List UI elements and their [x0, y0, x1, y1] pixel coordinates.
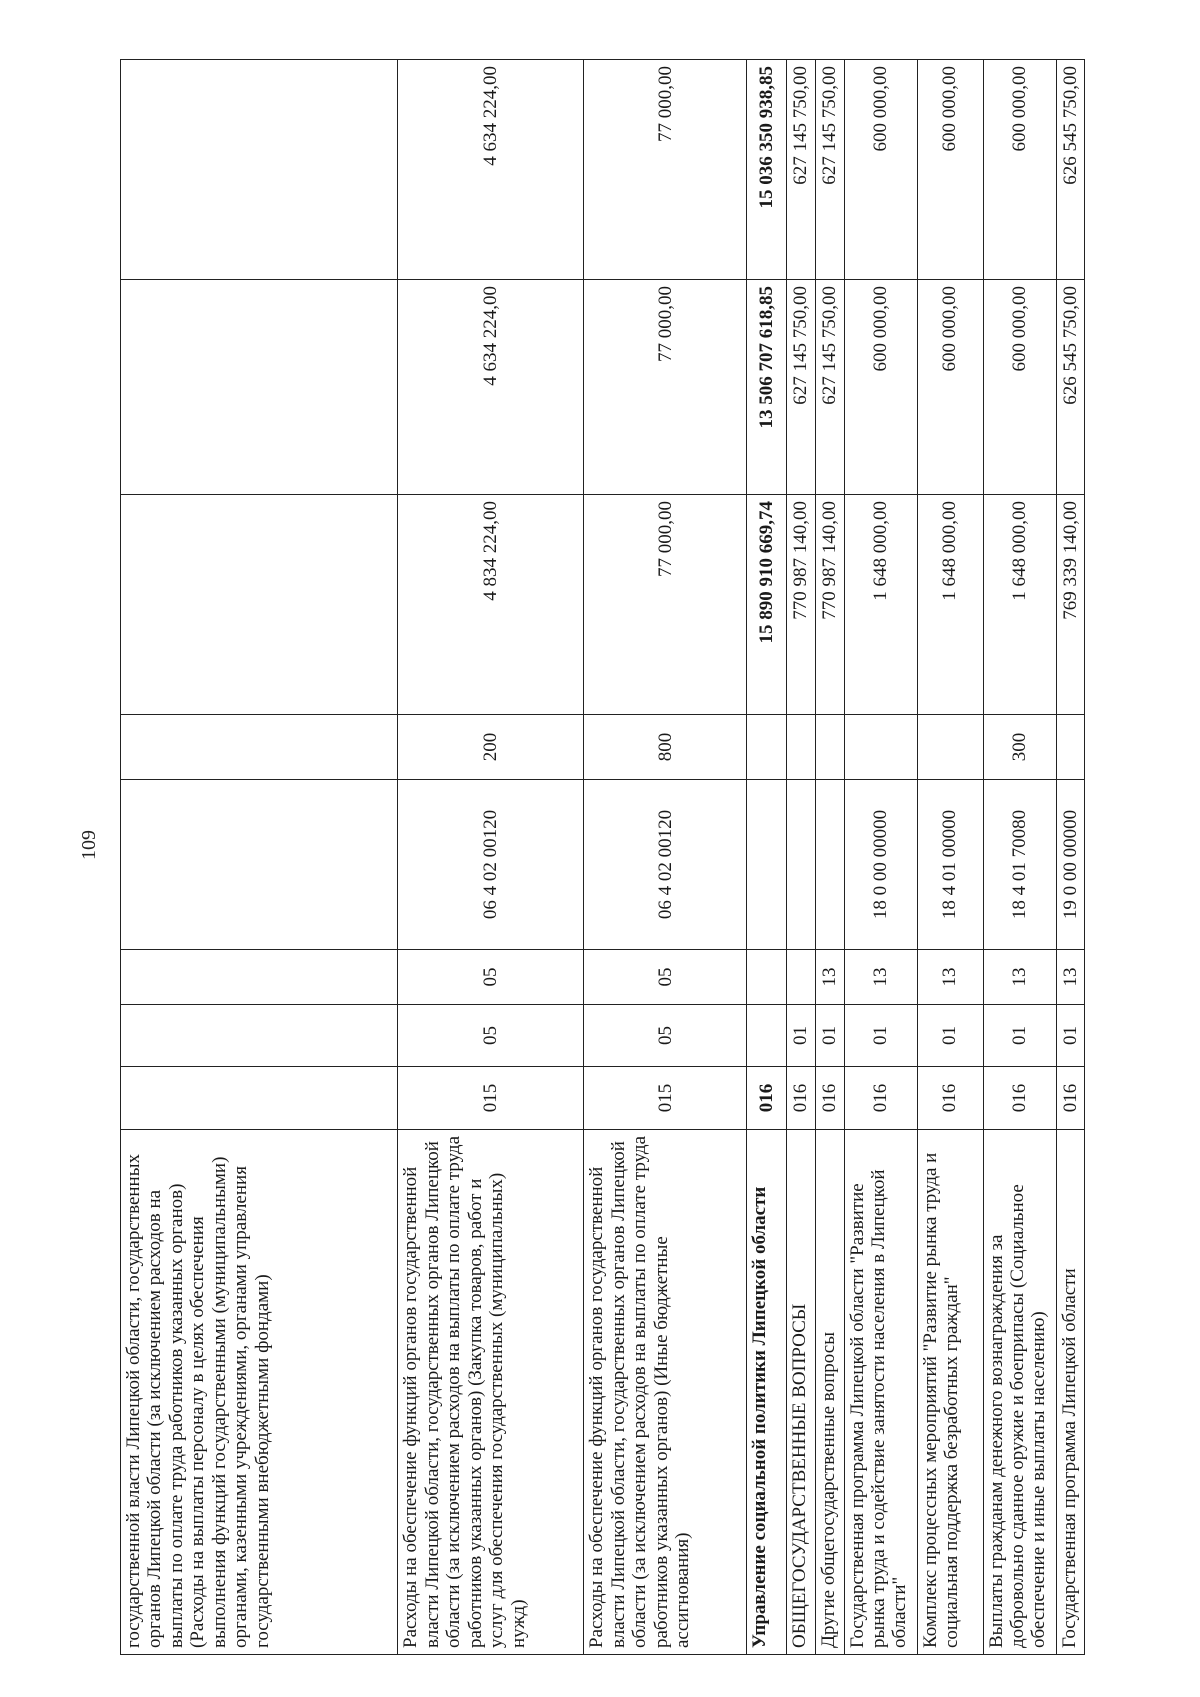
row-sum-3: 15 036 350 938,85: [747, 60, 787, 280]
row-sum-2: 627 145 750,00: [815, 280, 844, 495]
row-razdel: 05: [398, 1005, 584, 1067]
row-sum-1: [121, 495, 398, 715]
row-target-article: [121, 780, 398, 950]
row-name: Комплекс процессных мероприятий "Развитие рынка труда и социальная поддержка безработных граждан": [917, 1130, 983, 1655]
row-name: Государственная программа Липецкой области: [1056, 1130, 1084, 1655]
row-razdel: [121, 1005, 398, 1067]
table-row: [121, 60, 398, 1655]
row-ved: 015: [584, 1067, 747, 1130]
row-podrazdel: [121, 950, 398, 1005]
row-sum-2: [121, 280, 398, 495]
row-expense-type: [787, 715, 816, 780]
budget-table-wrapper: [120, 60, 1085, 1655]
row-sum-3: [121, 60, 398, 280]
row-sum-2: 13 506 707 618,85: [747, 280, 787, 495]
row-name: Государственная программа Липецкой области "Развитие рынка труда и содействие занятости населения в Липецкой области": [844, 1130, 917, 1655]
budget-table: [120, 59, 1085, 1655]
row-razdel: 01: [815, 1005, 844, 1067]
table-row: [584, 60, 747, 1655]
row-expense-type: 200: [398, 715, 584, 780]
row-razdel: 01: [787, 1005, 816, 1067]
row-sum-3: 600 000,00: [917, 60, 983, 280]
row-sum-2: 600 000,00: [917, 280, 983, 495]
row-podrazdel: [747, 950, 787, 1005]
row-expense-type: [844, 715, 917, 780]
row-sum-1: 15 890 910 669,74: [747, 495, 787, 715]
table-row: [787, 60, 816, 1655]
row-sum-1: 770 987 140,00: [815, 495, 844, 715]
row-target-article: 18 4 01 00000: [917, 780, 983, 950]
row-sum-2: 600 000,00: [844, 280, 917, 495]
table-row: [815, 60, 844, 1655]
row-podrazdel: 05: [398, 950, 584, 1005]
table-row: [398, 60, 584, 1655]
table-row: [917, 60, 983, 1655]
row-expense-type: 300: [983, 715, 1056, 780]
row-sum-1: 1 648 000,00: [844, 495, 917, 715]
row-podrazdel: 13: [983, 950, 1056, 1005]
row-podrazdel: 13: [844, 950, 917, 1005]
row-name: ОБЩЕГОСУДАРСТВЕННЫЕ ВОПРОСЫ: [787, 1130, 816, 1655]
row-sum-1: 4 834 224,00: [398, 495, 584, 715]
row-ved: 016: [815, 1067, 844, 1130]
row-sum-1: 77 000,00: [584, 495, 747, 715]
row-sum-1: 769 339 140,00: [1056, 495, 1084, 715]
row-sum-2: 77 000,00: [584, 280, 747, 495]
row-target-article: 18 0 00 00000: [844, 780, 917, 950]
table-row: [844, 60, 917, 1655]
row-target-article: [815, 780, 844, 950]
row-ved: 016: [917, 1067, 983, 1130]
row-target-article: [747, 780, 787, 950]
row-razdel: 05: [584, 1005, 747, 1067]
row-expense-type: [1056, 715, 1084, 780]
row-target-article: 06 4 02 00120: [584, 780, 747, 950]
row-ved: 015: [398, 1067, 584, 1130]
row-sum-3: 77 000,00: [584, 60, 747, 280]
row-sum-2: 626 545 750,00: [1056, 280, 1084, 495]
row-name: государственной власти Липецкой области, государственных органов Липецкой области (за исключением расходов на выплаты по оплате труда работников указанных органов) (Расходы на выплаты персоналу в целях обеспечения выполнения функций государственными (муниципальными) органами, казенными учреждениями, органами управления государственными внебюджетными фондами): [121, 1130, 398, 1655]
row-sum-1: 1 648 000,00: [983, 495, 1056, 715]
row-sum-3: 627 145 750,00: [787, 60, 816, 280]
row-sum-2: 627 145 750,00: [787, 280, 816, 495]
row-target-article: 06 4 02 00120: [398, 780, 584, 950]
row-name: Другие общегосударственные вопросы: [815, 1130, 844, 1655]
row-sum-3: 626 545 750,00: [1056, 60, 1084, 280]
row-sum-3: 4 634 224,00: [398, 60, 584, 280]
row-podrazdel: 13: [1056, 950, 1084, 1005]
row-sum-1: 1 648 000,00: [917, 495, 983, 715]
row-target-article: 19 0 00 00000: [1056, 780, 1084, 950]
row-podrazdel: 13: [917, 950, 983, 1005]
row-expense-type: [747, 715, 787, 780]
row-razdel: [747, 1005, 787, 1067]
row-sum-3: 627 145 750,00: [815, 60, 844, 280]
row-expense-type: [121, 715, 398, 780]
row-ved: 016: [787, 1067, 816, 1130]
row-razdel: 01: [917, 1005, 983, 1067]
row-expense-type: 800: [584, 715, 747, 780]
table-row: [1056, 60, 1084, 1655]
row-razdel: 01: [1056, 1005, 1084, 1067]
row-ved: 016: [1056, 1067, 1084, 1130]
row-ved: 016: [844, 1067, 917, 1130]
row-name: Выплаты гражданам денежного вознаграждения за добровольно сданное оружие и боеприпасы (Социальное обеспечение и иные выплаты населению): [983, 1130, 1056, 1655]
row-ved: 016: [747, 1067, 787, 1130]
row-sum-2: 4 634 224,00: [398, 280, 584, 495]
row-podrazdel: 05: [584, 950, 747, 1005]
row-sum-1: 770 987 140,00: [787, 495, 816, 715]
row-ved: [121, 1067, 398, 1130]
row-name: Расходы на обеспечение функций органов государственной власти Липецкой области, государственных органов Липецкой области (за исключением расходов на выплаты по оплате труда работников указанных органов) (Закупка товаров, работ и услуг для обеспечения государственных (муниципальных) нужд): [398, 1130, 584, 1655]
row-sum-3: 600 000,00: [983, 60, 1056, 280]
row-target-article: 18 4 01 70080: [983, 780, 1056, 950]
row-sum-2: 600 000,00: [983, 280, 1056, 495]
row-name: Управление социальной политики Липецкой области: [747, 1130, 787, 1655]
row-target-article: [787, 780, 816, 950]
row-expense-type: [917, 715, 983, 780]
row-sum-3: 600 000,00: [844, 60, 917, 280]
table-row: [983, 60, 1056, 1655]
table-row: [747, 60, 787, 1655]
row-name: Расходы на обеспечение функций органов государственной власти Липецкой области, государственных органов Липецкой области (за исключением расходов на выплаты по оплате труда работников указанных органов) (Иные бюджетные ассигнования): [584, 1130, 747, 1655]
row-razdel: 01: [844, 1005, 917, 1067]
row-podrazdel: 13: [815, 950, 844, 1005]
row-podrazdel: [787, 950, 816, 1005]
row-expense-type: [815, 715, 844, 780]
page-number: 109: [78, 830, 100, 860]
row-ved: 016: [983, 1067, 1056, 1130]
row-razdel: 01: [983, 1005, 1056, 1067]
